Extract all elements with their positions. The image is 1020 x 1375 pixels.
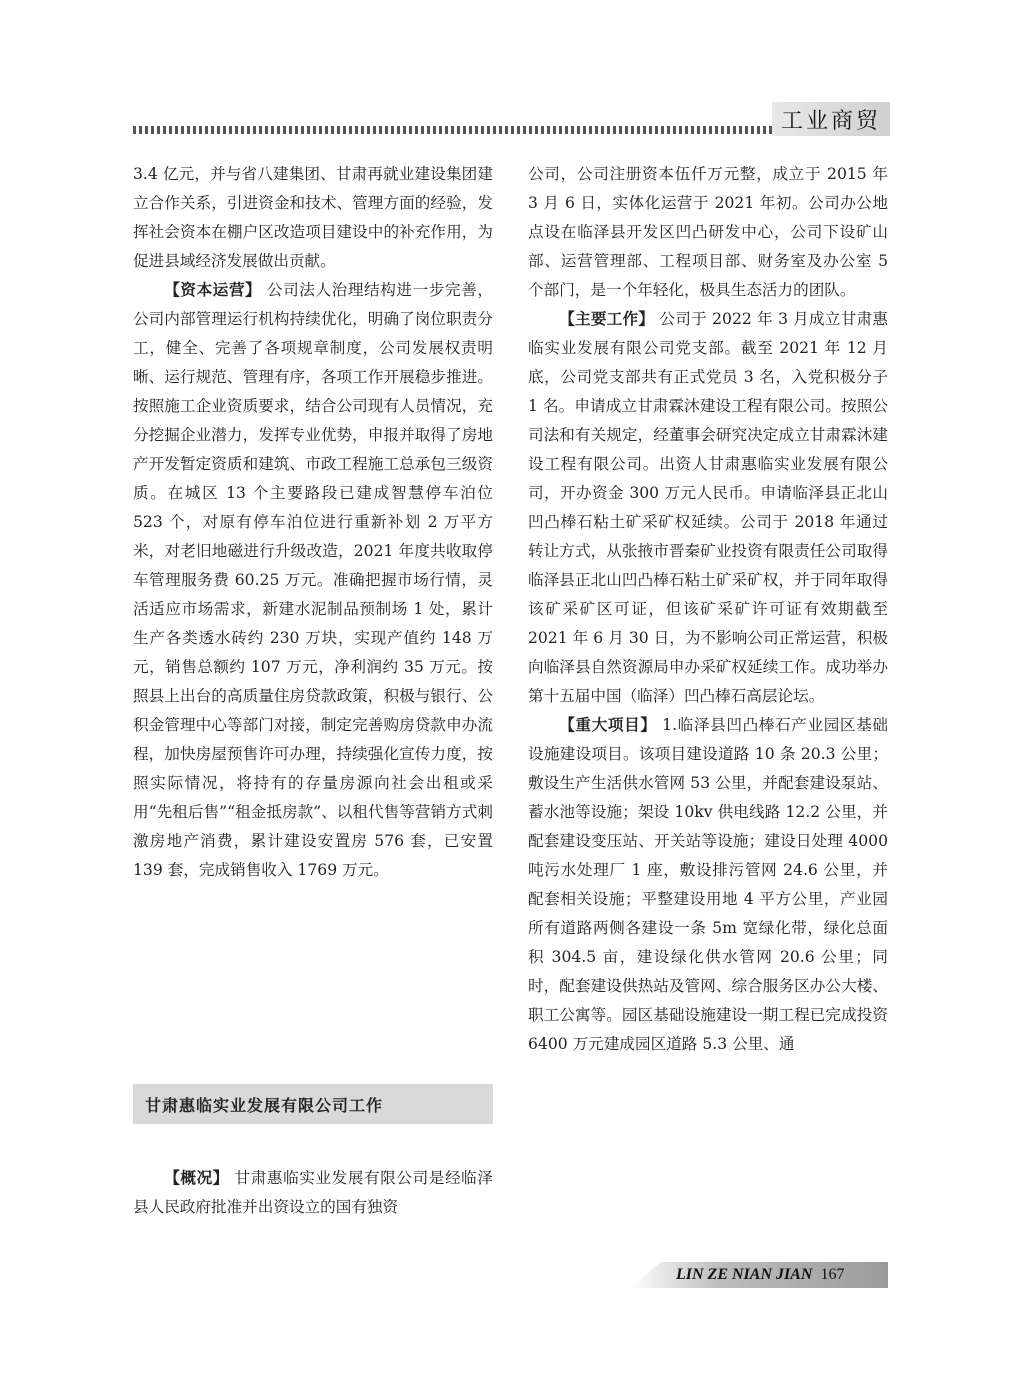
section-tab: 工业商贸	[772, 102, 890, 136]
page-number: 167	[820, 1266, 845, 1283]
paragraph-lead: 【主要工作】	[559, 310, 655, 328]
company-heading: 甘肃惠临实业发展有限公司工作	[133, 1084, 493, 1124]
header-dotted-rule	[133, 126, 773, 134]
left-column	[133, 160, 493, 885]
paragraph-body: 公司法人治理结构进一步完善，公司内部管理运行机构持续优化，明确了岗位职责分工，健全、完善了各项规章制度，公司发展权责明晰、运行规范、管理有序，各项工作开展稳步推进。按照施工企业资质要求，结合公司现有人员情况，充分挖掘企业潜力，发挥专业优势，申报并取得了房地产开发暂定资质和建筑、市政工程施工总承包三级资质。在城区 13 个主要路段已建成智慧停车泊位 523 个，对原有停车泊位进行重新补划 2 万平方米，对老旧地磁进行升级改造，2021 年度共收取停车管理服务费 60.25 万元。准确把握市场行情，灵活适应市场需求，新建水泥制品预制场 1 处，累计生产各类透水砖约 230 万块，实现产值约 148 万元，销售总额约 107 万元，净利润约 35 万元。按照县上出台的高质量住房贷款政策，积极与银行、公积金管理中心等部门对接，制定完善购房贷款申办流程，加快房屋预售许可办理，持续强化宣传力度，按照实际情况，将持有的存量房源向社会出租或采用“先租后售”“租金抵房款”、以租代售等营销方式刺激房地产消费，累计建设安置房 576 套，已安置 139 套，完成销售收入 1769 万元。	[133, 281, 493, 879]
paragraph-continued: 公司，公司注册资本伍仟万元整，成立于 2015 年 3 月 6 日，实体化运营于 2021 年初。公司办公地点设在临泽县开发区凹凸研发中心，公司下设矿山部、运营管理部、工程项目部、财务室及办公室 5 个部门，是一个年轻化，极具生态活力的团队。	[528, 165, 888, 299]
paragraph-major-projects	[528, 711, 888, 1059]
paragraph-body: 公司于 2022 年 3 月成立甘肃惠临实业发展有限公司党支部。截至 2021 年 12 月底，公司党支部共有正式党员 3 名，入党积极分子 1 名。申请成立甘肃霖沐建设工程有限公司。按照公司法和有关规定，经董事会研究决定成立甘肃霖沐建设工程有限公司。出资人甘肃惠临实业发展有限公司，开办资金 300 万元人民币。申请临泽县正北山凹凸棒石粘土矿采矿权延续。公司于 2018 年通过转让方式，从张掖市晋秦矿业投资有限责任公司取得临泽县正北山凹凸棒石粘土矿采矿权，并于同年取得该矿采矿区可证，但该矿采矿许可证有效期截至 2021 年 6 月 30 日，为不影响公司正常运营，积极向临泽县自然资源局申办采矿权延续工作。成功举办第十五届中国（临泽）凹凸棒石高层论坛。	[528, 310, 888, 705]
footer	[676, 1262, 844, 1288]
right-column	[528, 160, 888, 1059]
paragraph-body: 1.临泽县凹凸棒石产业园区基础设施建设项目。该项目建设道路 10 条 20.3 公里；敷设生产生活供水管网 53 公里，并配套建设泵站、蓄水池等设施；架设 10kv 供电线路 12.2 公里，并配套建设变压站、开关站等设施；建设日处理 4000 吨污水处理厂 1 座，敷设排污管网 24.6 公里，并配套相关设施；平整建设用地 4 平方公里，产业园所有道路两侧各建设一条 5m 宽绿化带，绿化总面积 304.5 亩，建设绿化供水管网 20.6 公里；同时，配套建设供热站及管网、综合服务区办公大楼、职工公寓等。园区基础设施建设一期工程已完成投资 6400 万元建成园区道路 5.3 公里、通	[528, 716, 888, 1053]
journal-name: LIN ZE NIAN JIAN	[676, 1266, 813, 1283]
intro-block	[133, 1164, 493, 1222]
paragraph-main-work	[528, 305, 888, 711]
paragraph-continued: 3.4 亿元，并与省八建集团、甘肃再就业建设集团建立合作关系，引进资金和技术、管理方面的经验，发挥社会资本在棚户区改造项目建设中的补充作用，为促进县域经济发展做出贡献。	[133, 165, 493, 270]
paragraph-lead: 【资本运营】	[164, 281, 262, 299]
paragraph-overview	[133, 1164, 493, 1222]
paragraph-lead: 【概况】	[164, 1169, 229, 1187]
paragraph-lead: 【重大项目】	[559, 716, 657, 734]
paragraph-capital-operation	[133, 276, 493, 885]
paragraph-body: 甘肃惠临实业发展有限公司是经临泽县人民政府批准并出资设立的国有独资	[133, 1169, 493, 1216]
